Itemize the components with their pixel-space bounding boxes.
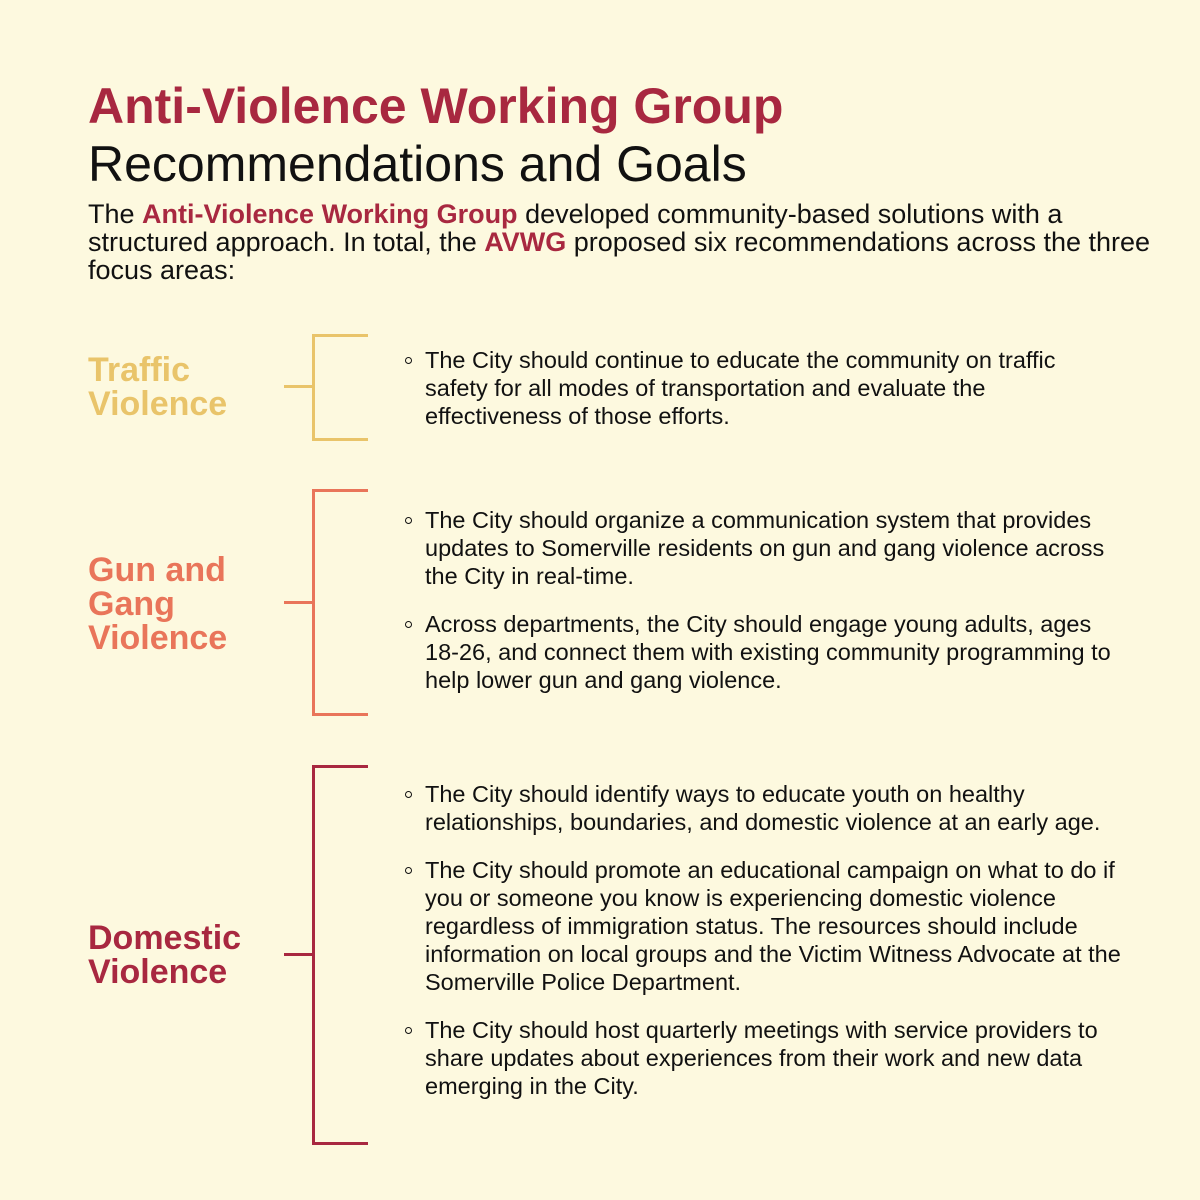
section-label-line: Violence <box>88 953 228 991</box>
section-label-gun-gang <box>88 553 227 655</box>
intro-text-1: The <box>88 199 143 229</box>
list-item: The City should identify ways to educate youth on healthy relationships, boundaries, and domestic violence at an early age. <box>403 780 1123 836</box>
page-title: Anti-Violence Working Group <box>88 78 784 134</box>
bracket-gun-gang <box>312 489 368 716</box>
section-label-line: Traffic <box>88 351 191 389</box>
bracket-traffic <box>312 334 368 441</box>
intro-paragraph <box>88 200 1178 284</box>
section-label-line: Violence <box>88 619 228 657</box>
bracket-domestic <box>312 765 368 1145</box>
intro-highlight-avwg: AVWG <box>484 227 567 257</box>
list-item: The City should continue to educate the community on traffic safety for all modes of transportation and evaluate the effectiveness of those efforts. <box>403 346 1123 430</box>
recommendation-list-traffic <box>403 346 1123 430</box>
section-label-line: Gun and <box>88 551 226 589</box>
intro-text-3: proposed six recommendations across the three focus areas: <box>88 227 1151 285</box>
intro-highlight-group: Anti-Violence Working Group <box>142 199 518 229</box>
section-label-domestic <box>88 921 241 989</box>
bracket-tick-traffic <box>284 385 312 388</box>
section-label-traffic <box>88 353 227 421</box>
section-label-line: Gang <box>88 585 175 623</box>
section-label-line: Domestic <box>88 919 242 957</box>
page-subtitle: Recommendations and Goals <box>88 136 747 192</box>
list-item: Across departments, the City should engage young adults, ages 18-26, and connect them with existing community programming to help lower gun and gang violence. <box>403 610 1123 694</box>
intro-text-2: developed community-based solutions with a structured approach. In total, the <box>88 199 1063 257</box>
list-item: The City should promote an educational campaign on what to do if you or someone you know is experiencing domestic violence regardless of immigration status. The resources should include information on local groups and the Victim Witness Advocate at the Somerville Police Department. <box>403 856 1123 996</box>
bracket-tick-gun-gang <box>284 601 312 604</box>
recommendation-list-gun-gang <box>403 506 1123 694</box>
recommendation-list-domestic <box>403 780 1123 1100</box>
bracket-tick-domestic <box>284 953 312 956</box>
list-item: The City should organize a communication system that provides updates to Somerville residents on gun and gang violence across the City in real-time. <box>403 506 1123 590</box>
list-item: The City should host quarterly meetings with service providers to share updates about experiences from their work and new data emerging in the City. <box>403 1016 1123 1100</box>
section-label-line: Violence <box>88 385 228 423</box>
